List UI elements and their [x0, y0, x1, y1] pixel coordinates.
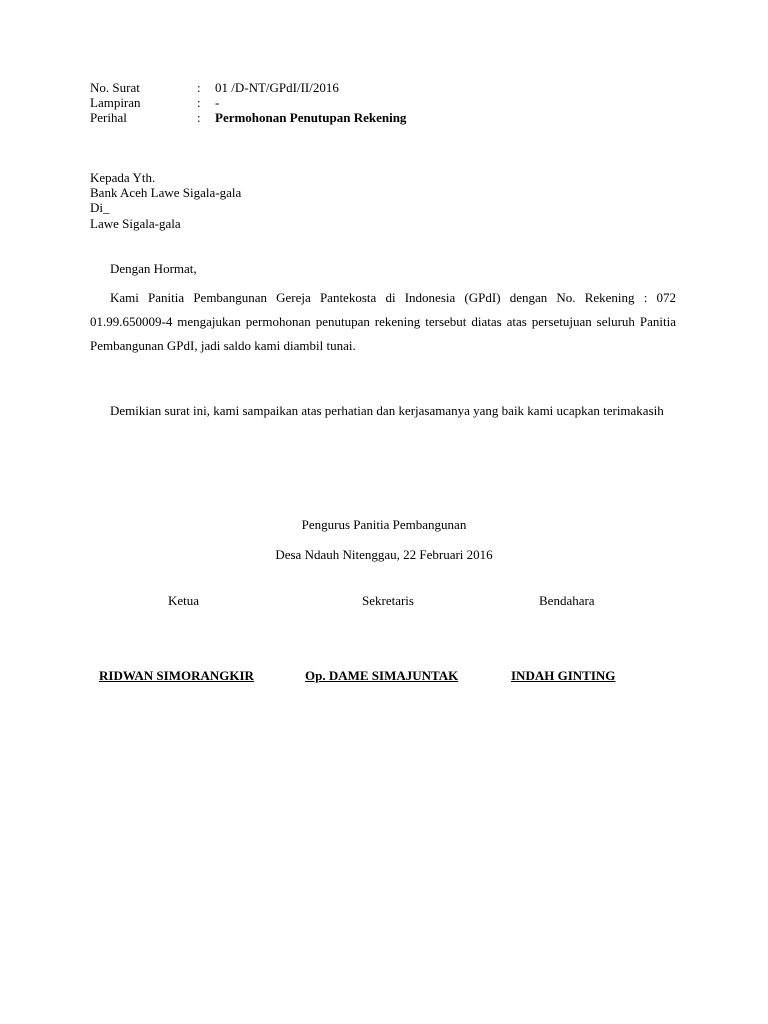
- perihal-value: Permohonan Penutupan Rekening: [215, 110, 407, 125]
- perihal-separator: :: [197, 110, 201, 125]
- body-paragraph-2: Demikian surat ini, kami sampaikan atas perhatian dan kerjasamanya yang baik kami ucapkan terimakasih: [110, 403, 664, 418]
- recipient-line-1: Kepada Yth.: [90, 170, 156, 185]
- lampiran-separator: :: [197, 95, 201, 110]
- role-ketua: Ketua: [168, 593, 200, 608]
- closing-org: Pengurus Panitia Pembangunan: [301, 517, 467, 532]
- name-ketua: RIDWAN SIMORANGKIR: [99, 668, 254, 683]
- lampiran-value: -: [215, 95, 220, 110]
- body-paragraph-1: Kami Panitia Pembangunan Gereja Pantekosta di Indonesia (GPdI) dengan No. Rekening : 072 01.99.650009-4 mengajukan permohonan penutupan rekening tersebut diatas atas persetujuan seluruh Panitia Pembangunan GPdI, jadi saldo kami diambil tunai.: [90, 290, 676, 353]
- name-sekretaris: Op. DAME SIMAJUNTAK: [305, 668, 459, 683]
- name-bendahara: INDAH GINTING: [511, 668, 616, 683]
- role-bendahara: Bendahara: [539, 593, 595, 608]
- no-surat-value: 01 /D-NT/GPdI/II/2016: [215, 80, 339, 95]
- no-surat-separator: :: [197, 80, 201, 95]
- closing-place-date: Desa Ndauh Nitenggau, 22 Februari 2016: [275, 547, 493, 562]
- greeting: Dengan Hormat,: [110, 261, 197, 276]
- lampiran-label: Lampiran: [90, 95, 141, 110]
- recipient-line-4: Lawe Sigala-gala: [90, 216, 181, 231]
- recipient-line-3: Di_: [90, 200, 110, 215]
- role-sekretaris: Sekretaris: [362, 593, 414, 608]
- perihal-label: Perihal: [90, 110, 127, 125]
- no-surat-label: No. Surat: [90, 80, 140, 95]
- recipient-line-2: Bank Aceh Lawe Sigala-gala: [90, 185, 242, 200]
